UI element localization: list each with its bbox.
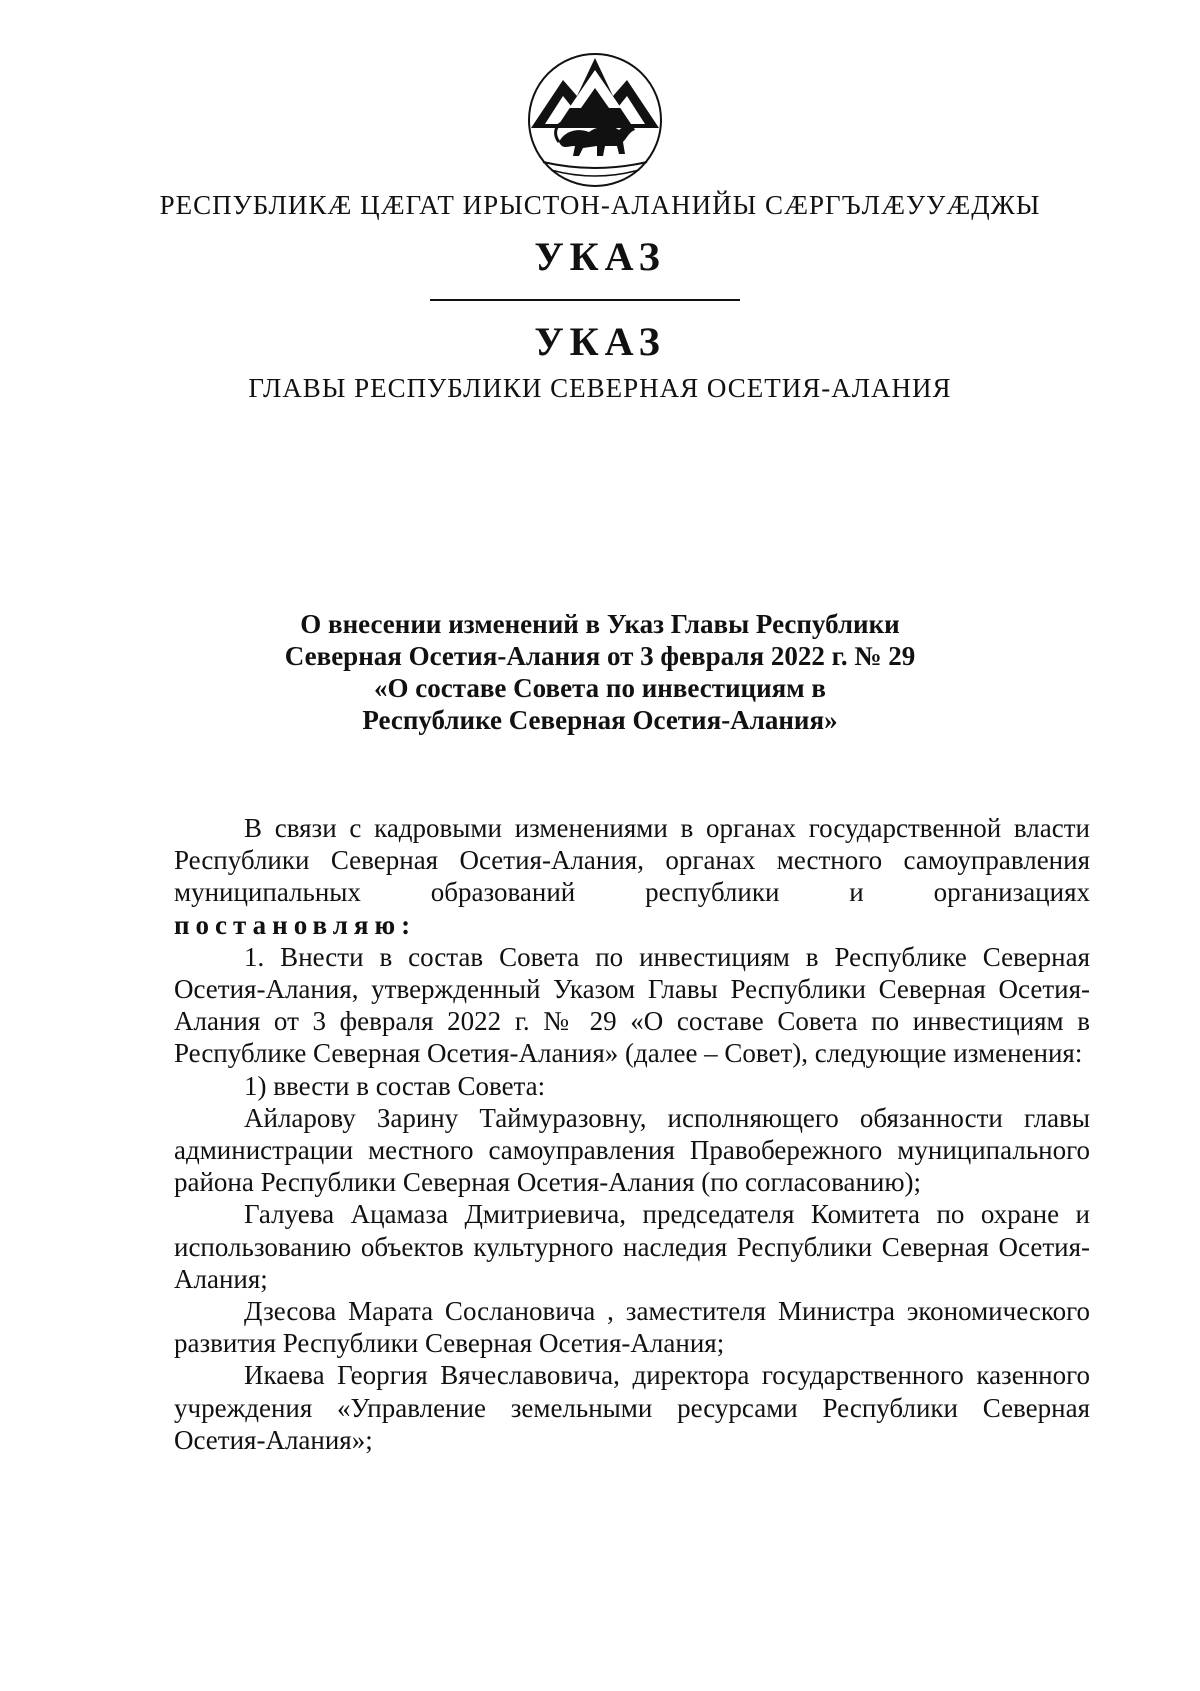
preamble-paragraph: В связи с кадровыми изменениями в органах государственной власти Республики Северная Осетия-Алания, органах местного самоуправления муниципальных образований республики и организациях	[174, 813, 1090, 908]
document-title	[0, 608, 1200, 736]
coat-of-arms-icon	[525, 50, 665, 190]
member-paragraph: Айларову Зарину Таймуразовну, исполняющего обязанности главы администрации местного самоуправления Правобережного муниципального района Республики Северная Осетия-Алания (по согласованию);	[174, 1102, 1090, 1198]
decree-word-text: постановляю:	[174, 909, 417, 940]
member-paragraph: Дзесова Марата Сослановича , заместителя Министра экономического развития Республики Северная Осетия-Алания;	[174, 1296, 1090, 1359]
divider	[430, 299, 740, 301]
title-line: О внесении изменений в Указ Главы Республики	[300, 609, 900, 639]
item-1-paragraph: 1. Внести в состав Совета по инвестициям в Республике Северная Осетия-Алания, утвержденный Указом Главы Республики Северная Осетия-Алания от 3 февраля 2022 г. № 29 «О составе Совета по инвестициям в Республике Северная Осетия-Алания» (далее – Совет), следующие изменения:	[174, 941, 1090, 1069]
subitem-1-paragraph: 1) ввести в состав Совета:	[244, 1070, 546, 1101]
emblem	[525, 50, 665, 190]
decree-word	[174, 909, 1090, 941]
header-ossetian: РЕСПУБЛИКÆ ЦÆГАТ ИРЫСТОН-АЛАНИЙЫ СÆРГЪЛÆУУÆДЖЫ	[159, 190, 1041, 220]
title-line: «О составе Совета по инвестициям в	[374, 673, 826, 703]
header-russian: ГЛАВЫ РЕСПУБЛИКИ СЕВЕРНАЯ ОСЕТИЯ-АЛАНИЯ	[248, 373, 952, 403]
member-paragraph: Галуева Ацамаза Дмитриевича, председателя Комитета по охране и использованию объектов культурного наследия Республики Северная Осетия-Алания;	[174, 1199, 1090, 1294]
title-line: Северная Осетия-Алания от 3 февраля 2022 г. № 29	[284, 641, 916, 671]
document-body	[174, 812, 1090, 1456]
title-line: Республике Северная Осетия-Алания»	[362, 705, 838, 735]
decree-heading-ossetian: УКАЗ	[534, 234, 666, 279]
member-paragraph: Икаева Георгия Вячеславовича, директора государственного казенного учреждения «Управление земельными ресурсами Республики Северная Осетия-Алания»;	[174, 1360, 1090, 1455]
decree-heading-russian: УКАЗ	[534, 319, 666, 364]
